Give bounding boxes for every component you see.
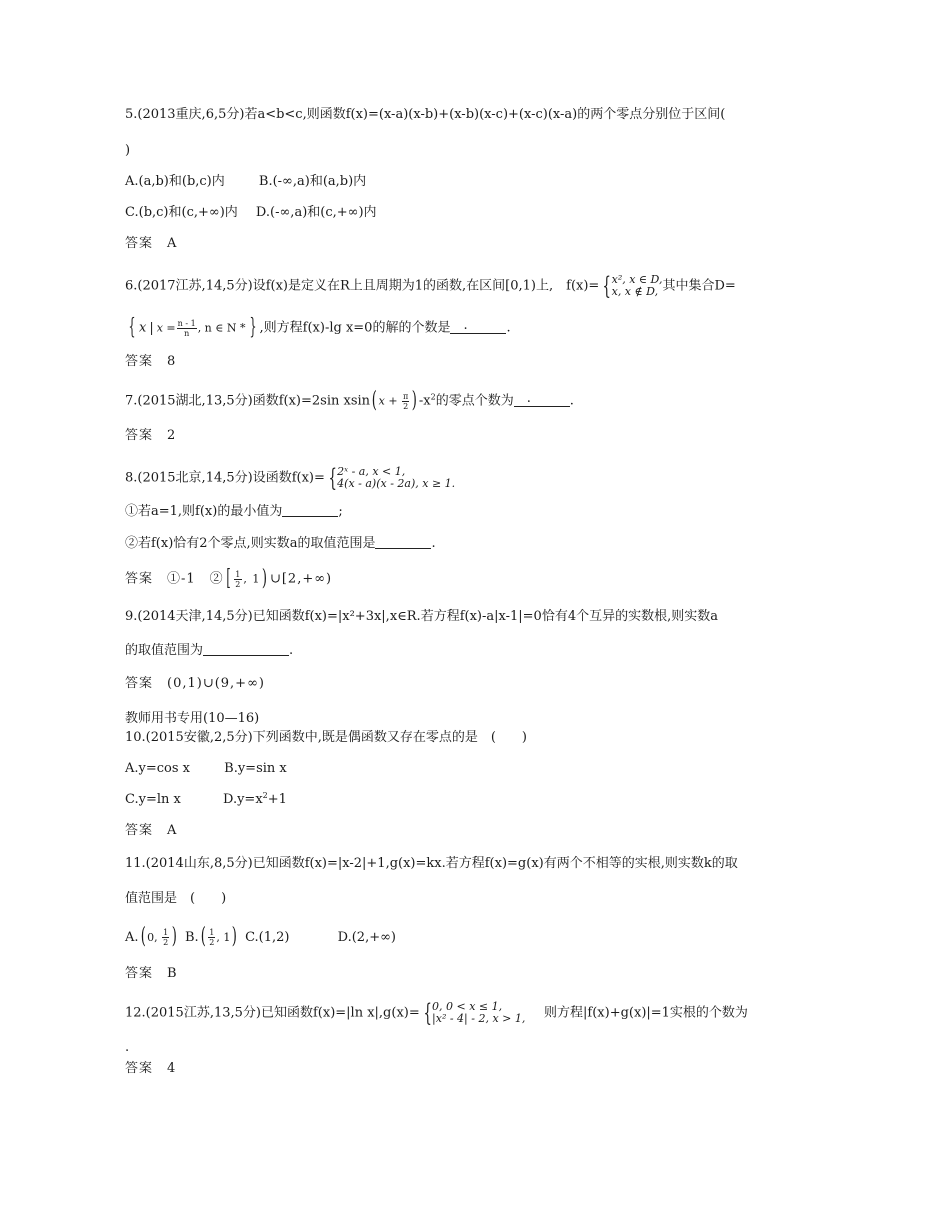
q9-answer-blank — [203, 643, 289, 656]
q5-stem-cont: ) — [125, 143, 131, 158]
paren-glyph: ) — [412, 388, 418, 413]
paren-glyph: ) — [262, 566, 269, 591]
q8-case-1: 2ˣ - a, x < 1, — [337, 465, 406, 478]
q6-set-frac: $\frac{n - 1}{n}$ — [177, 318, 196, 338]
q8-case-2: 4(x - a)(x - 2a), x ≥ 1. — [337, 477, 456, 490]
q7-frac: $\frac{\pi}{2}$ — [403, 391, 409, 411]
q11-option-a: A.( 0, $\frac{1}{2}$ ) — [125, 924, 178, 949]
q12-case-1: 0, 0 < x ≤ 1, — [432, 1000, 503, 1013]
q7-stem: 7.(2015湖北,13,5分)函数f(x)=2sin xsin( x + $\frac{\pi}{2}$ ) $-x^2$的零点个数为 . . — [125, 388, 574, 413]
q6-stem-cont: { x | x = $\frac{n - 1}{n}$ , n ∈ N * } ,则方程f(x)-lg x=0的解的个数是 . . — [128, 315, 511, 340]
q5-answer: 答案 A — [125, 236, 178, 251]
q10-option-b: B.y=sin x — [224, 761, 287, 776]
q6-prefix: 6.(2017江苏,14,5分)设f(x)是定义在R上且周期为1的函数,在区间[0,1)上, f(x)= — [125, 278, 600, 294]
teacher-section-heading: 教师用书专用(10—16) — [125, 711, 260, 726]
q12-case-2: |x² - 4| - 2, x > 1, — [432, 1012, 526, 1025]
q9-stem: 9.(2014天津,14,5分)已知函数f(x)=|x²+3x|,x∈R.若方程f(x)-a|x-1|=0恰有4个互异的实数根,则实数a — [125, 609, 718, 624]
q10-option-a: A.y=cos x — [125, 761, 190, 776]
q8-sub2-blank — [375, 536, 431, 549]
q12-stem-cont: . — [125, 1040, 130, 1055]
q7-answer: 答案 2 — [125, 428, 177, 443]
q5-option-c: C.(b,c)和(c,+∞)内 — [125, 205, 238, 220]
q12-answer: 答案 4 — [125, 1061, 177, 1076]
q6-set-cond-post: , n ∈ N * — [197, 321, 246, 335]
q11-option-c: C.(1,2) — [245, 929, 290, 945]
q8-prefix: 8.(2015北京,14,5分)设函数f(x)= — [125, 470, 325, 486]
q6-line2-text: ,则方程f(x)-lg x=0的解的个数是 — [259, 320, 451, 336]
brace-glyph: { — [602, 272, 612, 300]
q5-options-row2 — [125, 205, 377, 221]
q5-option-a: A.(a,b)和(b,c)内 — [125, 174, 225, 189]
q5-option-b: B.(-∞,a)和(a,b)内 — [258, 174, 367, 189]
q5-options-row1 — [125, 174, 366, 190]
q7-suffix: 的零点个数为 — [435, 393, 514, 409]
q8-sub2: ②若f(x)恰有2个零点,则实数a的取值范围是 . — [125, 536, 436, 551]
q7-prefix: 7.(2015湖北,13,5分)函数f(x)=2sin xsin — [125, 393, 371, 409]
q11-option-b: B.( $\frac{1}{2}$ , 1) — [184, 924, 238, 949]
brace-glyph: { — [328, 464, 337, 492]
q8-piecewise — [325, 466, 455, 490]
q11-stem-cont: 值范围是 ( ) — [125, 891, 227, 906]
q6-answer: 答案 8 — [125, 354, 177, 369]
q7-answer-blank: . — [514, 394, 570, 407]
q8-stem — [125, 466, 455, 490]
q6-piecewise — [599, 274, 662, 298]
q6-set-cond: x = — [156, 321, 176, 335]
q11-stem: 11.(2014山东,8,5分)已知函数f(x)=|x-2|+1,g(x)=kx.若方程f(x)=g(x)有两个不相等的实根,则实数k的取 — [125, 856, 738, 871]
q8-answer: 答案 ①-1 ② [ $\frac{1}{2}$ , 1) ∪[2,+∞) — [125, 566, 333, 591]
q6-case-1: x², x ∈ D, — [611, 273, 663, 286]
q11-options — [125, 924, 397, 949]
q6-stem — [125, 274, 736, 298]
brace-glyph: } — [249, 315, 257, 340]
q6-answer-blank: . — [450, 321, 506, 334]
q6-case-2: x, x ∉ D, — [611, 285, 659, 298]
q9-answer: 答案 (0,1)∪(9,+∞) — [125, 676, 265, 691]
q10-stem: 10.(2015安徽,2,5分)下列函数中,既是偶函数又存在零点的是 ( ) — [125, 730, 527, 745]
q11-option-d: D.(2,+∞) — [337, 929, 397, 945]
q12-stem: 12.(2015江苏,13,5分)已知函数f(x)=|ln x|,g(x)= { 0, 0 < x ≤ 1, |x² - 4| - 2, x > 1, 则方程|f(x)+g(x)|=1实根的个数为 — [125, 999, 748, 1027]
q10-answer: 答案 A — [125, 823, 178, 838]
q10-options-row2 — [125, 792, 287, 808]
q12-piecewise — [420, 1001, 544, 1025]
q8-sub1: ①若a=1,则f(x)的最小值为 ; — [125, 504, 343, 519]
q7-inner: x + — [378, 394, 402, 408]
paren-glyph: ( — [371, 388, 377, 413]
bracket-glyph: [ — [226, 566, 231, 591]
q5-option-d: D.(-∞,a)和(c,+∞)内 — [255, 205, 377, 220]
q10-options-row1 — [125, 761, 287, 777]
q6-set-var: x — [139, 320, 147, 336]
brace-glyph: { — [128, 315, 136, 340]
brace-glyph: { — [423, 999, 432, 1027]
q10-option-d: $D.y=x^2+1$ — [223, 791, 287, 807]
q8-sub1-blank — [282, 504, 338, 517]
q8-answer-frac: $\frac{1}{2}$ — [235, 569, 242, 589]
q5-stem: 5.(2013重庆,6,5分)若a<b<c,则函数f(x)=(x-a)(x-b)+(x-b)(x-c)+(x-c)(x-a)的两个零点分别位于区间( — [125, 107, 726, 122]
q9-stem-cont: 的取值范围为 . — [125, 643, 294, 658]
q10-option-c: C.y=ln x — [125, 792, 181, 807]
q11-answer: 答案 B — [125, 966, 178, 981]
q6-suffix: 其中集合D= — [662, 278, 736, 294]
